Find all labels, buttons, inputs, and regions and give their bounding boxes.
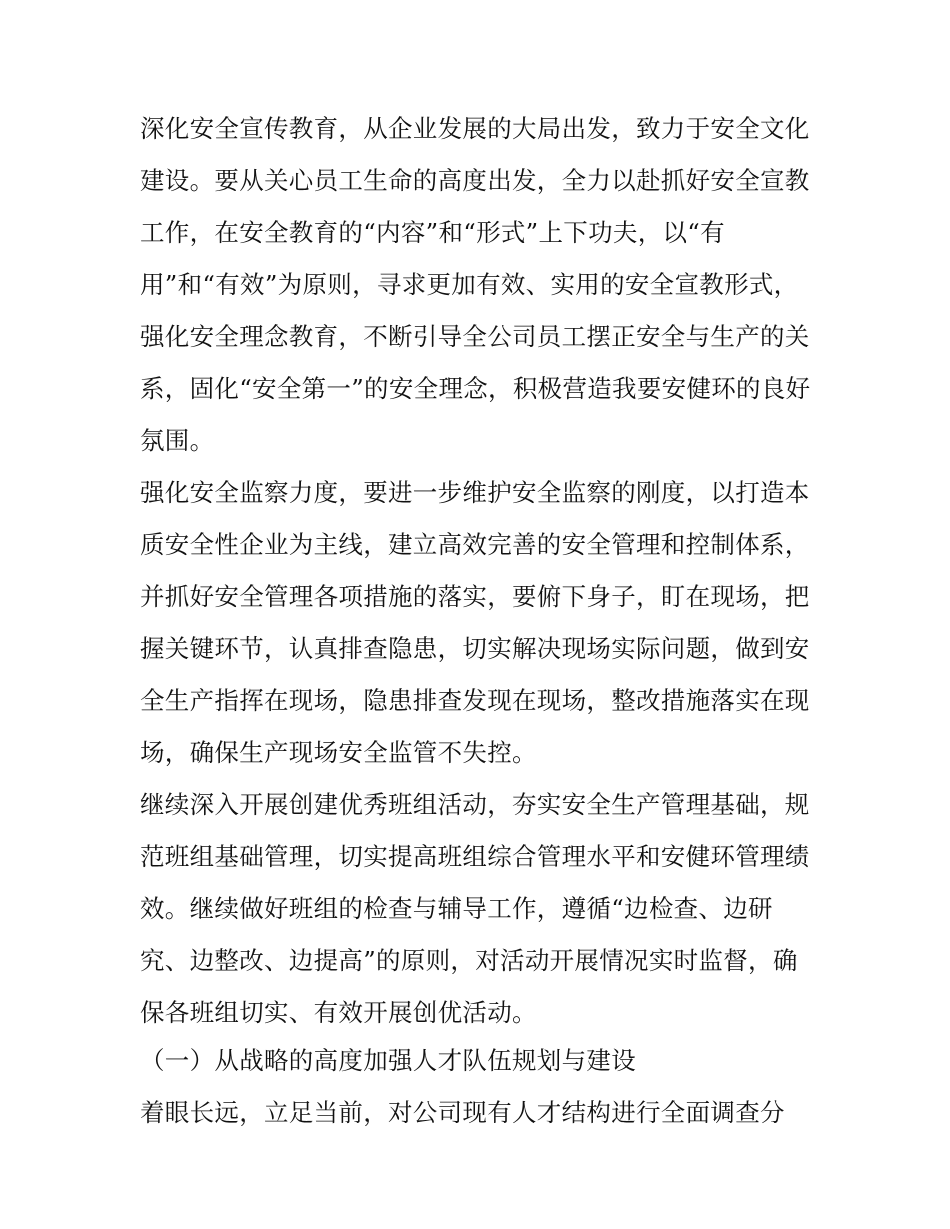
paragraph-line: 系，固化“安全第一”的安全理念，积极营造我要安健环的良好 bbox=[140, 374, 811, 403]
paragraph-line: 究、边整改、边提高”的原则，对活动开展情况实时监督，确 bbox=[140, 946, 798, 975]
paragraph-line: 握关键环节，认真排查隐患，切实解决现场实际问题，做到安 bbox=[140, 634, 810, 663]
paragraph-line: 保各班组切实、有效开展创优活动。 bbox=[140, 998, 537, 1027]
paragraph-line: 强化安全监察力度，要进一步维护安全监察的刚度，以打造本 bbox=[140, 478, 810, 507]
paragraph-line: 并抓好安全管理各项措施的落实，要俯下身子，盯在现场，把 bbox=[140, 582, 810, 611]
paragraph-line: 全生产指挥在现场，隐患排查发现在现场，整改措施落实在现 bbox=[140, 686, 810, 715]
paragraph-line: 深化安全宣传教育，从企业发展的大局出发，致力于安全文化 bbox=[140, 114, 810, 143]
paragraph-line: 用”和“有效”为原则，寻求更加有效、实用的安全宣教形式， bbox=[140, 270, 799, 299]
paragraph-line: 范班组基础管理，切实提高班组综合管理水平和安健环管理绩 bbox=[140, 842, 810, 871]
paragraph-line: 氛围。 bbox=[140, 426, 215, 455]
paragraph-line: 强化安全理念教育，不断引导全公司员工摆正安全与生产的关 bbox=[140, 322, 810, 351]
section-heading: （一）从战略的高度加强人才队伍规划与建设 bbox=[140, 1046, 636, 1075]
paragraph-line: 工作，在安全教育的“内容”和“形式”上下功夫，以“有 bbox=[140, 218, 725, 247]
paragraph-line: 建设。要从关心员工生命的高度出发，全力以赴抓好安全宣教 bbox=[140, 166, 810, 195]
paragraph-line: 继续深入开展创建优秀班组活动，夯实安全生产管理基础，规 bbox=[140, 790, 810, 819]
paragraph-line: 场，确保生产现场安全监管不失控。 bbox=[140, 738, 537, 767]
paragraph-line: 质安全性企业为主线，建立高效完善的安全管理和控制体系， bbox=[140, 530, 810, 559]
paragraph-line: 效。继续做好班组的检查与辅导工作，遵循“边检查、边研 bbox=[140, 894, 773, 923]
paragraph-line: 着眼长远，立足当前，对公司现有人才结构进行全面调查分 bbox=[140, 1098, 785, 1127]
